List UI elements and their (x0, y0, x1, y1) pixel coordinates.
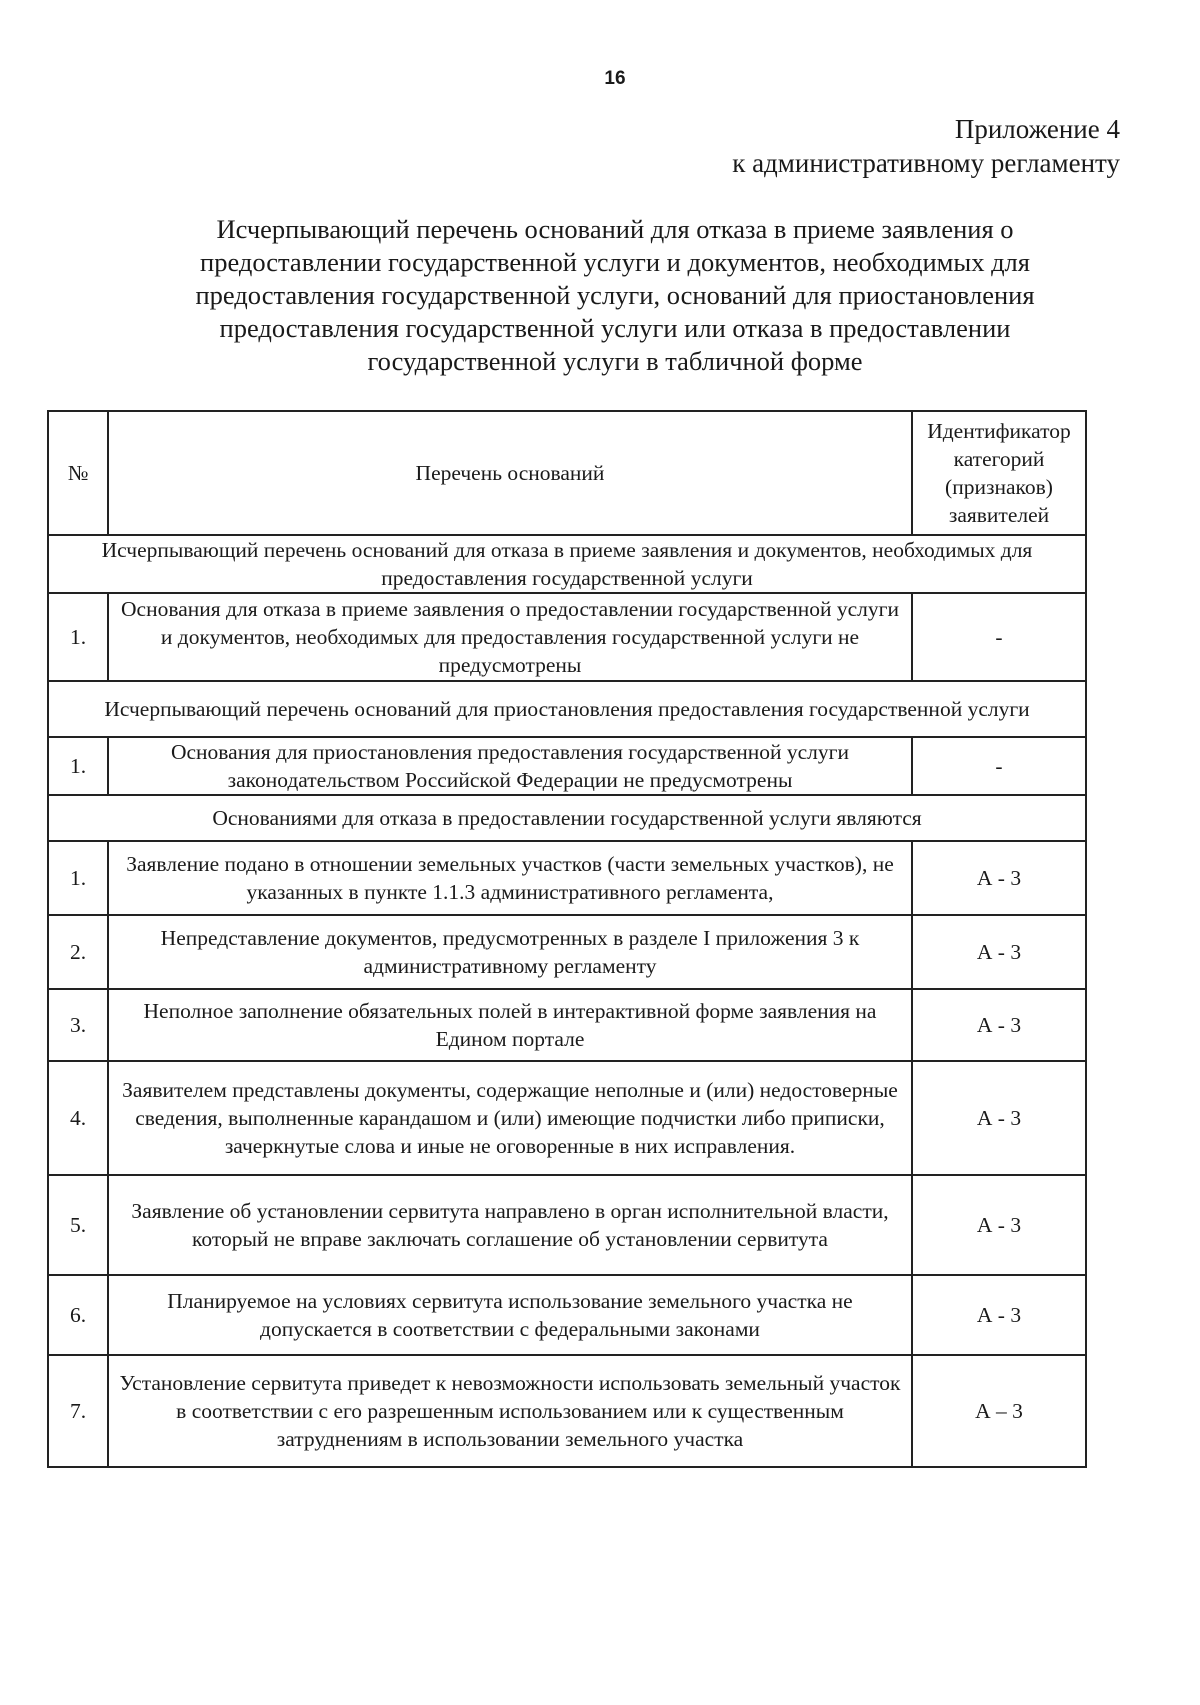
row-num: 3. (48, 989, 108, 1061)
row-num: 1. (48, 593, 108, 681)
row-category: А - 3 (912, 989, 1086, 1061)
row-num: 1. (48, 737, 108, 795)
row-category: А - 3 (912, 1061, 1086, 1175)
header-reasons: Перечень оснований (108, 411, 912, 535)
appendix-line-2: к административному регламенту (732, 148, 1120, 178)
row-category: А – 3 (912, 1355, 1086, 1467)
row-num: 2. (48, 915, 108, 989)
row-num: 7. (48, 1355, 108, 1467)
table-row (48, 737, 1086, 795)
section-heading-row (48, 535, 1086, 593)
row-text: Заявителем представлены документы, содержащие неполные и (или) недостоверные сведения, выполненные карандашом и (или) имеющие подчистки либо приписки, зачеркнутые слова и иные не оговоренные в них исправления. (108, 1061, 912, 1175)
row-text: Непредставление документов, предусмотренных в разделе I приложения 3 к административному регламенту (108, 915, 912, 989)
title-line-3: предоставления государственной услуги, оснований для приостановления (195, 280, 1035, 310)
section-heading-row (48, 681, 1086, 737)
row-text: Основания для приостановления предоставления государственной услуги законодательством Российской Федерации не предусмотрены (108, 737, 912, 795)
row-category: А - 3 (912, 1275, 1086, 1355)
row-text: Неполное заполнение обязательных полей в интерактивной форме заявления на Едином портале (108, 989, 912, 1061)
row-num: 4. (48, 1061, 108, 1175)
row-num: 6. (48, 1275, 108, 1355)
row-text: Заявление об установлении сервитута направлено в орган исполнительной власти, который не вправе заключать соглашение об установлении сервитута (108, 1175, 912, 1275)
table-header-row (48, 411, 1086, 535)
row-category: - (912, 737, 1086, 795)
title-line-5: государственной услуги в табличной форме (367, 346, 863, 376)
section-heading: Исчерпывающий перечень оснований для приостановления предоставления государственной услуги (48, 681, 1086, 737)
title-line-2: предоставлении государственной услуги и документов, необходимых для (200, 247, 1030, 277)
row-text: Планируемое на условиях сервитута использование земельного участка не допускается в соответствии с федеральными законами (108, 1275, 912, 1355)
row-num: 1. (48, 841, 108, 915)
table-row (48, 915, 1086, 989)
section-heading: Основаниями для отказа в предоставлении государственной услуги являются (48, 795, 1086, 841)
title-line-1: Исчерпывающий перечень оснований для отказа в приеме заявления о (216, 214, 1014, 244)
document-title (135, 213, 1095, 378)
row-text: Основания для отказа в приеме заявления о предоставлении государственной услуги и документов, необходимых для предоставления государственной услуги не предусмотрены (108, 593, 912, 681)
table-row (48, 989, 1086, 1061)
reasons-table (47, 410, 1087, 1468)
row-category: - (912, 593, 1086, 681)
row-category: А - 3 (912, 915, 1086, 989)
row-text: Заявление подано в отношении земельных участков (части земельных участков), не указанных в пункте 1.1.3 административного регламента, (108, 841, 912, 915)
row-text: Установление сервитута приведет к невозможности использовать земельный участок в соответствии с его разрешенным использованием или к существенным затруднениям в использовании земельного участка (108, 1355, 912, 1467)
table-row (48, 593, 1086, 681)
header-category: Идентификатор категорий (признаков) заявителей (912, 411, 1086, 535)
section-heading: Исчерпывающий перечень оснований для отказа в приеме заявления и документов, необходимых для предоставления государственной услуги (48, 535, 1086, 593)
appendix-heading (732, 112, 1120, 180)
header-num: № (48, 411, 108, 535)
table-row (48, 1061, 1086, 1175)
section-heading-row (48, 795, 1086, 841)
table-row (48, 1275, 1086, 1355)
row-num: 5. (48, 1175, 108, 1275)
table-row (48, 1355, 1086, 1467)
page-number: 16 (604, 68, 626, 89)
row-category: А - 3 (912, 841, 1086, 915)
row-category: А - 3 (912, 1175, 1086, 1275)
table-row (48, 841, 1086, 915)
appendix-line-1: Приложение 4 (954, 114, 1120, 144)
title-line-4: предоставления государственной услуги или отказа в предоставлении (219, 313, 1011, 343)
table-row (48, 1175, 1086, 1275)
